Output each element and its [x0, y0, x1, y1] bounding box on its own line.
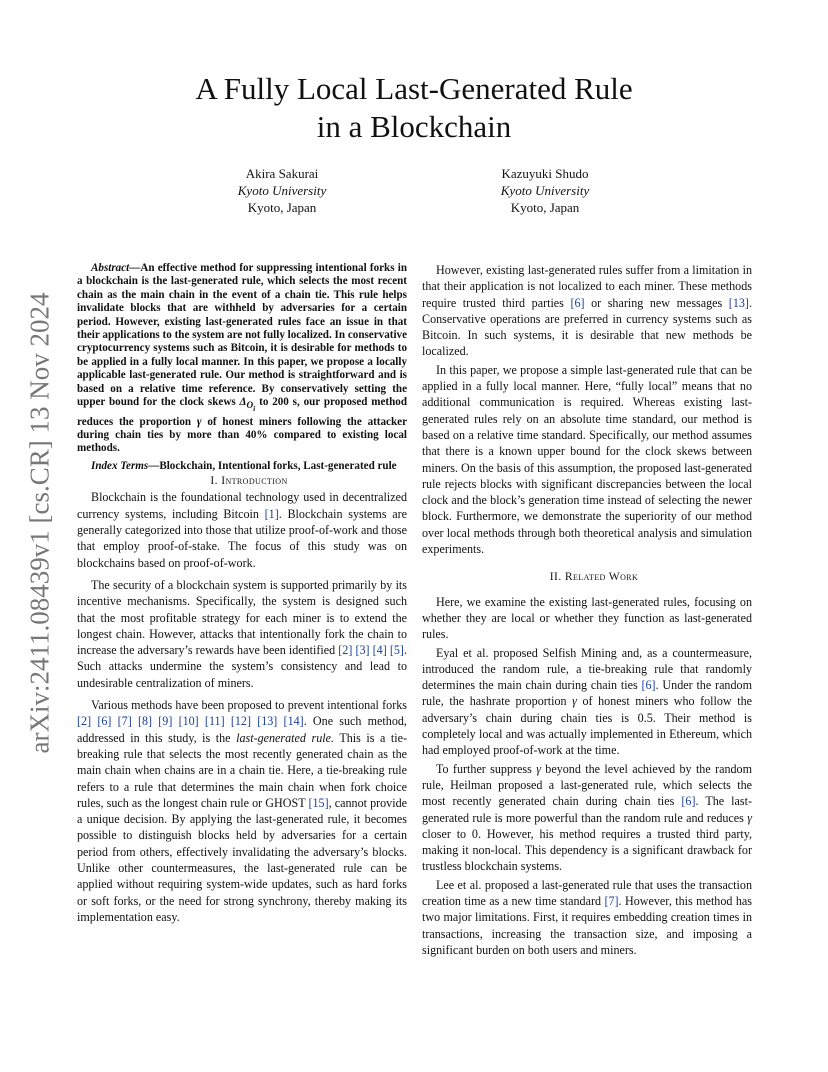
abstract-text: —An effective method for suppressing intentional forks in a blockchain is the last-generated rule, which selects the most recent chain as the main chain in the event of a chain tie. This rule helps invalidate blocks that are withheld by adversaries for a certain period. However, existing last-generated rules face an issue in that their applications to the system are not fully localized. In conservative cryptocurrency systems such as Bitcoin, it is desirable for methods to be applied in a fully local manner. In this paper, we propose a locally applicable last-generated rule. Our method is straightforward and is based on a relative time reference. By conservatively setting the upper bound for the clock skews	[77, 262, 407, 409]
right-p4-part-a: Eyal et al. proposed Selfish Mining and, as a countermeasure, introduced the random rule, a tie-breaking rule that randomly determines the main chain during chain ties [6]. Under the random rule, the hashrate proportion	[422, 645, 752, 709]
right-p5-part-c: closer to 0. However, his method requires a trusted third party, making it non-local. This dependency is a significant drawback for trustless blockchain systems.	[422, 826, 752, 874]
author-name: Kazuyuki Shudo	[501, 166, 589, 181]
citation-link[interactable]: [15]	[308, 795, 329, 810]
author-location: Kyoto, Japan	[510, 200, 580, 215]
citation-link[interactable]: [14]	[283, 714, 304, 729]
citation-link[interactable]: [12]	[230, 714, 251, 729]
citation-link[interactable]: [6]	[570, 295, 585, 310]
left-column	[77, 262, 407, 925]
abstract	[77, 262, 407, 473]
section-heading-related-work: II. Related Work	[549, 570, 639, 584]
index-terms-label: Index Terms	[91, 459, 149, 472]
author-name: Akira Sakurai	[245, 166, 319, 181]
paper-title	[100, 70, 728, 146]
citation-link[interactable]: [3]	[355, 643, 370, 658]
right-paragraph-3: Here, we examine the existing last-generated rules, focusing on whether they are local or whether they function as last-generated rules.	[422, 594, 752, 642]
right-paragraph-2: In this paper, we propose a simple last-generated rule that can be applied in a fully local manner. Here, “fully local” means that no additional communication is required. Whereas existing last-generated rules rely on an absolute time standard, our method is based on a relative time standard. Specifically, our method assumes that there is a known upper bound for the clock skews between miners. On the basis of this assumption, the proposed last-generated rule rejects blocks with significant discrepancies between the local clock and the block’s generation time instead of selecting the newer block. Furthermore, we demonstrate the superiority of our method over local methods through both theoretical analysis and simulation experiments.	[422, 362, 752, 557]
right-column	[422, 262, 752, 958]
intro-paragraph-1: Blockchain is the foundational technology used in decentralized currency systems, including Bitcoin [1]. Blockchain systems are generally categorized into those that utilize proof-of-work and those that employ proof-of-stake. The focus of this study was on blockchains based on proof-of-work.	[77, 490, 407, 570]
arxiv-sidebar	[22, 283, 58, 763]
right-paragraph-6: Lee et al. proposed a last-generated rule that uses the transaction creation time as a new time standard [7]. However, this method has two major limitations. First, it requires embedding creation times in transactions, increasing the transaction size, and imposing a significant burden on both users and miners.	[422, 877, 752, 957]
right-p4-part-b: of honest miners who follow the adversary’s chain during chain ties is 0.5. Their method is completely local and was actually implemented in Ethereum, which had employed proof-of-work at the time.	[422, 694, 752, 758]
citation-link[interactable]: [4]	[372, 643, 387, 658]
abstract-label: Abstract	[91, 262, 130, 274]
delta-subscript: O	[246, 401, 254, 412]
delta-subsubscript: i	[253, 404, 256, 414]
gamma-symbol: γ	[747, 810, 752, 825]
title-line-2: in a Blockchain	[316, 109, 512, 144]
author-affiliation: Kyoto University	[237, 183, 327, 198]
citation-link[interactable]: [13]	[257, 714, 278, 729]
citation-link[interactable]: [11]	[204, 714, 225, 729]
abstract-text-cont: to 200 s, our proposed method reduces the proportion	[77, 396, 407, 428]
author-block-2	[425, 165, 665, 216]
right-p5-part-a: To further suppress	[436, 761, 537, 776]
arxiv-identifier: arXiv:2411.08439v1 [cs.CR] 13 Nov 2024	[24, 292, 55, 754]
citation-link[interactable]: [7]	[117, 714, 132, 729]
gamma-symbol: γ	[572, 694, 577, 709]
section-heading-introduction: I. Introduction	[210, 474, 288, 488]
right-paragraph-4	[422, 645, 752, 759]
intro-paragraph-2: The security of a blockchain system is supported primarily by its incentive mechanisms. Specifically, the system is designed such that the most profitable strategy for each miner is to extend the longest chain. However, attacks that intentionally fork the chain to increase the adversary’s rewards have been identified [2] [3] [4] [5]. Such attacks undermine the system’s consistency and lead to undesirable centralization of miners.	[77, 577, 407, 690]
citation-link[interactable]: [8]	[137, 714, 153, 729]
citation-link[interactable]: [6]	[641, 678, 656, 693]
right-paragraph-1: However, existing last-generated rules suffer from a limitation in that their application is not localized to each miner. These methods require trusted third parties [6] or sharing new messages [13]. Conservative operations are preferred in currency systems such as Bitcoin. In such systems, it is desirable that new methods be localized.	[422, 263, 752, 359]
abstract-text-end: of honest miners following the attacker during chain ties by more than 40% compared to existing local methods.	[77, 415, 407, 455]
intro-p3-part-a: Various methods have been proposed to prevent intentional forks [2] [6] [7] [8] [9] [10] [11] [12] [13] [14]. One such method, addressed in this study, is the	[77, 698, 407, 745]
author-location: Kyoto, Japan	[247, 200, 317, 215]
gamma-symbol: γ	[196, 415, 202, 428]
citation-link[interactable]: [13]	[728, 295, 749, 310]
right-p5-part-b: beyond the level achieved by the random rule, Heilman proposed a last-generated rule, which selects the most recently generated chain during chain ties [6]. The last-generated rule is more powerful than the random rule and reduces	[422, 761, 753, 825]
citation-link[interactable]: [6]	[681, 794, 696, 809]
citation-link[interactable]: [10]	[178, 714, 199, 729]
intro-p3-emphasis: last-generated rule.	[236, 730, 334, 745]
citation-link[interactable]: [2]	[338, 643, 353, 658]
citation-link[interactable]: [9]	[158, 714, 173, 729]
citation-link[interactable]: [7]	[604, 893, 619, 908]
citation-link[interactable]: [1]	[264, 506, 279, 521]
title-line-1: A Fully Local Last-Generated Rule	[195, 71, 633, 106]
author-block-1	[162, 165, 402, 216]
index-terms-text: —Blockchain, Intentional forks, Last-generated rule	[148, 459, 397, 472]
delta-symbol: Δ	[239, 396, 247, 409]
author-affiliation: Kyoto University	[500, 183, 590, 198]
gamma-symbol: γ	[536, 761, 541, 776]
intro-p3-part-b: This is a tie-breaking rule that selects the most recently generated chain as the main chain when chains are in a chain tie. Here, a tie-breaking rule refers to a rule that determines the main chain when fork choice rules, such as the longest chain rule or GHOST [15], cannot provide a unique decision. By applying the last-generated rule, it becomes possible to distinguish blocks held by adversaries for a certain period from others, effectively invalidating the adversary’s blocks. Unlike other countermeasures, the last-generated rule can be applied without requiring system-wide updates, such as hard forks or soft forks, or the need for strong synchrony, thereby making its implementation easy.	[77, 730, 408, 924]
intro-paragraph-3	[77, 697, 407, 925]
citation-link[interactable]: [5]	[389, 643, 404, 658]
citation-link[interactable]: [2]	[77, 714, 92, 729]
right-paragraph-5	[422, 761, 752, 875]
citation-link[interactable]: [6]	[97, 714, 112, 729]
